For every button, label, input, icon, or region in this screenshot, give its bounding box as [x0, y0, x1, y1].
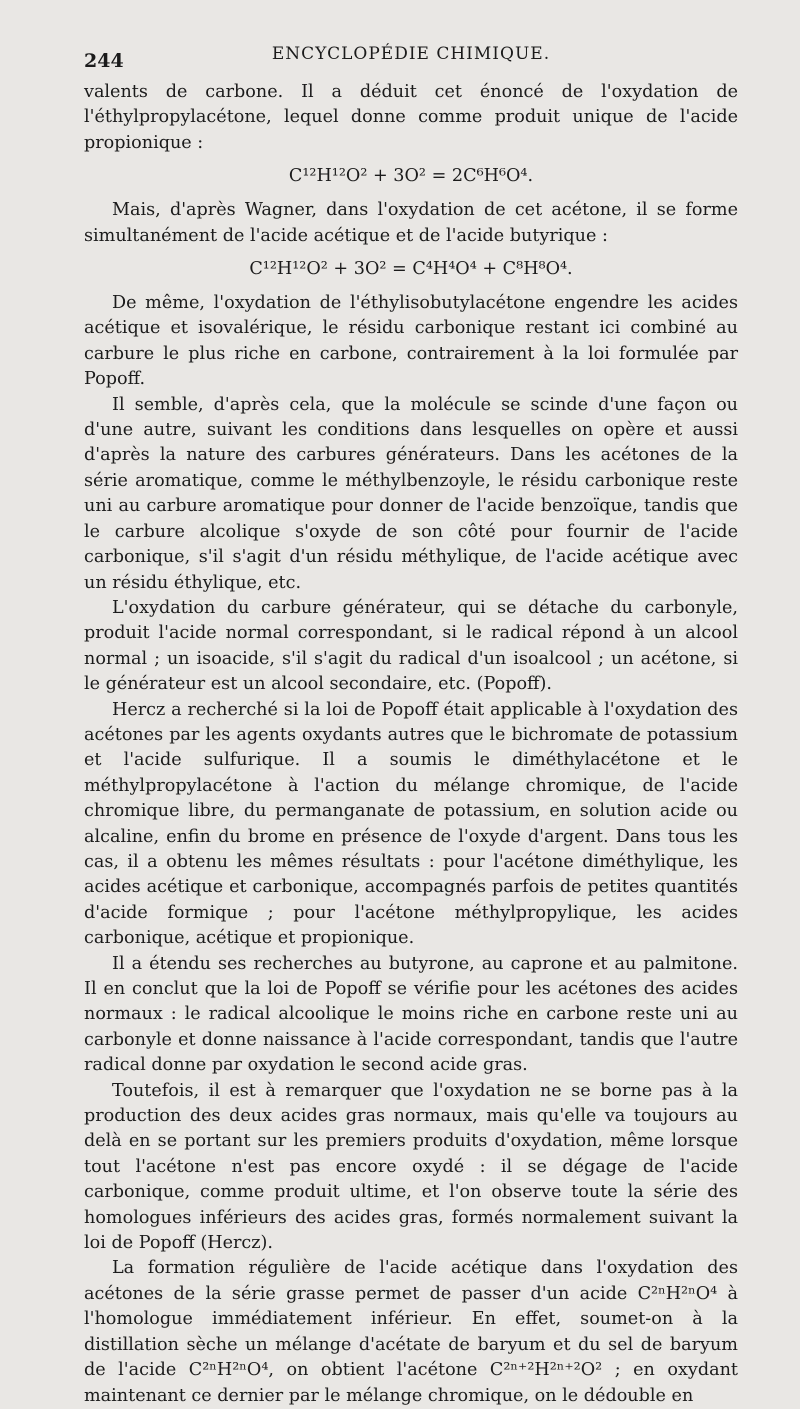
- paragraph: Il semble, d'après cela, que la molécule se scinde d'une façon ou d'une autre, suivant les conditions dans lesquelles on opère et aussi d'après la nature des carbures générateurs. Dans les acétones de la série aromatique, comme le méthylbenzoyle, le résidu carbonique reste uni au carbure aromatique pour donner de l'acide benzoïque, tandis que le carbure alcolique s'oxyde de son côté pour fournir de l'acide carbonique, s'il s'agit d'un résidu méthylique, de l'acide acétique avec un résidu éthylique, etc.: [84, 394, 738, 593]
- paragraph: De même, l'oxydation de l'éthylisobutylacétone engendre les acides acétique et isovalérique, le résidu carbonique restant ici combiné au carbure le plus riche en carbone, contrairement à la loi formulée par Popoff.: [84, 293, 738, 390]
- paragraph: valents de carbone. Il a déduit cet énoncé de l'oxydation de l'éthylpropylacétone, lequel donne comme produit unique de l'acide propionique :: [84, 82, 738, 153]
- paragraph: Mais, d'après Wagner, dans l'oxydation de cet acétone, il se forme simultanément de l'acide acétique et de l'acide butyrique :: [84, 200, 738, 246]
- paragraph: Toutefois, il est à remarquer que l'oxydation ne se borne pas à la production des deux acides gras normaux, mais qu'elle va toujours au delà en se portant sur les premiers produits d'oxydation, même lorsque tout l'acétone n'est pas encore oxydé : il se dégage de l'acide carbonique, comme produit ultime, et l'on observe toute la série des homologues inférieurs des acides gras, formés normalement suivant la loi de Popoff (Hercz).: [84, 1080, 738, 1254]
- chemical-equation: C¹²H¹²O² + 3O² = C⁴H⁴O⁴ + C⁸H⁸O⁴.: [249, 259, 573, 280]
- paragraph: Il a étendu ses recherches au butyrone, au caprone et au palmitone. Il en conclut que la loi de Popoff se vérifie pour les acétones des acides normaux : le radical alcoolique le moins riche en carbone reste uni au carbonyle et donne naissance à l'acide correspondant, tandis que l'autre radical donne par oxydation le second acide gras.: [84, 953, 738, 1076]
- page-number: 244: [84, 50, 124, 72]
- running-title: ENCYCLOPÉDIE CHIMIQUE.: [271, 44, 551, 64]
- page-header: [84, 44, 738, 80]
- chemical-equation: C¹²H¹²O² + 3O² = 2C⁶H⁶O⁴.: [288, 166, 534, 187]
- body-text: [84, 80, 738, 1409]
- paragraph: L'oxydation du carbure générateur, qui se détache du carbonyle, produit l'acide normal correspondant, si le radical répond à un alcool normal ; un isoacide, s'il s'agit du radical d'un isoalcool ; un acétone, si le générateur est un alcool secondaire, etc. (Popoff).: [84, 597, 738, 695]
- paragraph: Hercz a recherché si la loi de Popoff était applicable à l'oxydation des acétones par les agents oxydants autres que le bichromate de potassium et l'acide sulfurique. Il a soumis le diméthylacétone et le méthylpropylacétone à l'action du mélange chromique, de l'acide chromique libre, du permanganate de potassium, en solution acide ou alcaline, enfin du brome en présence de l'oxyde d'argent. Dans tous les cas, il a obtenu les mêmes résultats : pour l'acétone diméthylique, les acides acétique et carbonique, accompagnés parfois de petites quantités d'acide formique ; pour l'acétone méthylpropylique, les acides carbonique, acétique et propionique.: [84, 699, 738, 949]
- paragraph: La formation régulière de l'acide acétique dans l'oxydation des acétones de la série grasse permet de passer d'un acide C²ⁿH²ⁿO⁴ à l'homologue immédiatement inférieur. En effet, soumet-on à la distillation sèche un mélange d'acétate de baryum et du sel de baryum de l'acide C²ⁿH²ⁿO⁴, on obtient l'acétone C²ⁿ⁺²H²ⁿ⁺²O² ; en oxydant maintenant ce dernier par le mélange chromique, on le dédouble en: [84, 1258, 738, 1406]
